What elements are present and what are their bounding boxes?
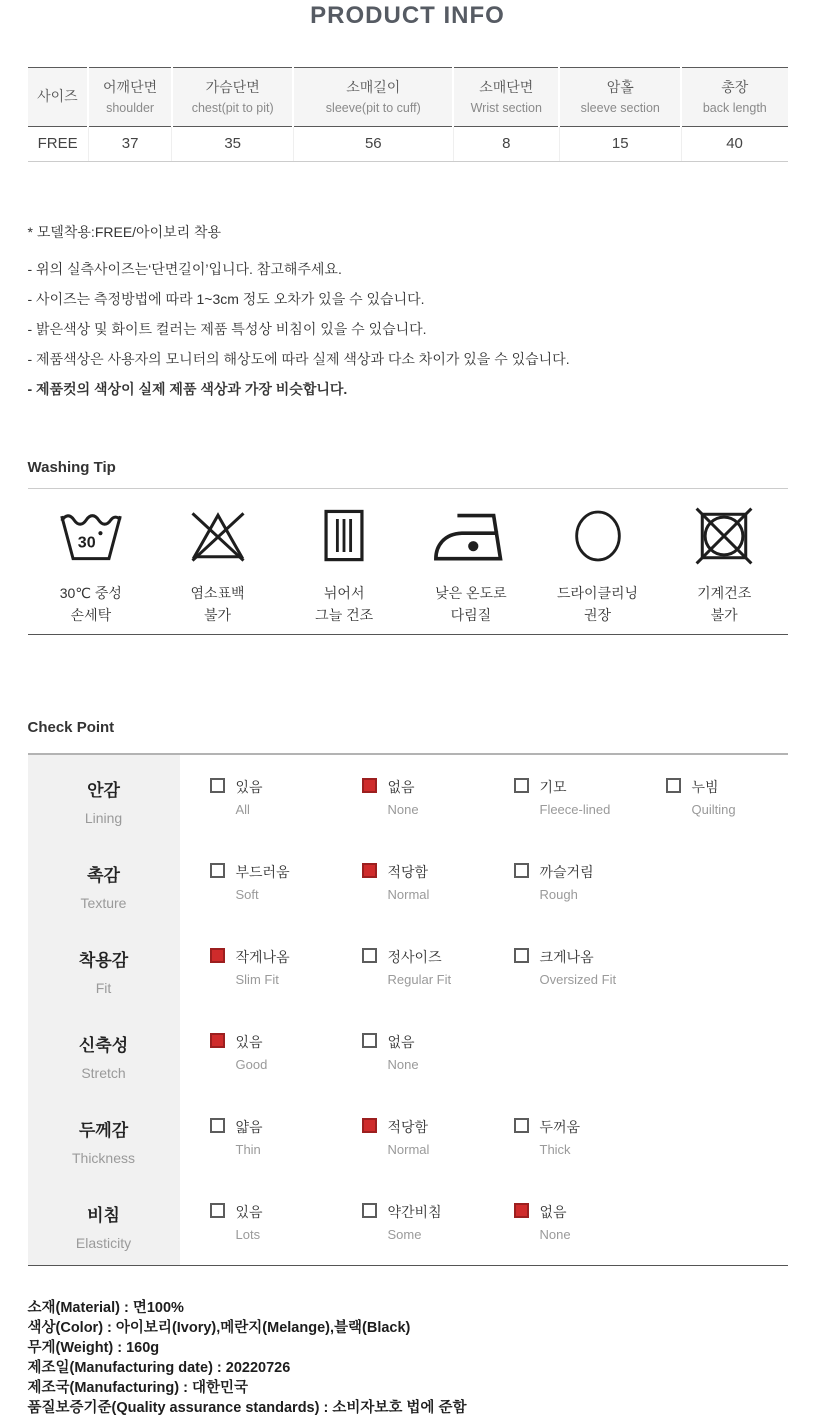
no-bleach-icon [154,502,281,570]
row-options [180,755,815,840]
detail-weight: 무게(Weight) : 160g [28,1338,788,1358]
checkbox-icon [362,778,377,793]
product-info-page [8,2,808,1408]
washing-icons-row [28,489,788,635]
checkbox-icon [514,948,529,963]
washing-item-dry-clean [534,502,661,626]
washing-label: 드라이클리닝 권장 [534,582,661,626]
size-table-header-sleeve-length: 소매길이 sleeve(pit to cuff) [293,68,453,127]
checkpoint-row-fit [28,925,788,1010]
size-value-free: FREE [28,127,89,162]
checkbox-icon [362,1203,377,1218]
washing-label: 낮은 온도로 다림질 [408,582,535,626]
check-point-title: Check Point [28,719,788,753]
option-stretch-none: 없음 None [362,1032,514,1095]
size-table [28,67,788,162]
checkpoint-row-sheerness [28,1180,788,1265]
option-sheer-some: 약간비침 Some [362,1202,514,1265]
option-lining-fleece: 기모 Fleece-lined [514,777,666,840]
checkbox-icon [666,778,681,793]
detail-manufacture-country: 제조국(Manufacturing) : 대한민국 [28,1378,788,1398]
washing-item-no-tumble [661,502,788,626]
size-table-data-row [28,127,788,162]
size-value-chest: 35 [172,127,294,162]
row-options [180,1180,788,1265]
detail-color: 색상(Color) : 아이보리(Ivory),메란지(Melange),블랙(Black) [28,1318,788,1338]
option-sheer-none: 없음 None [514,1202,666,1265]
checkbox-icon [362,1033,377,1048]
notes-section [28,225,788,397]
checkbox-icon [210,863,225,878]
row-options [180,925,788,1010]
option-lining-quilting: 누빔 Quilting [666,777,815,840]
size-table-header-chest: 가슴단면 chest(pit to pit) [172,68,294,127]
handwash-30-icon [28,502,155,570]
size-table-header-back-length: 총장 back length [681,68,787,127]
option-stretch-good: 있음 Good [210,1032,362,1095]
row-header: 두께감 Thickness [28,1095,180,1180]
size-table-header-row [28,68,788,127]
checkpoint-row-texture [28,840,788,925]
checkbox-icon [210,778,225,793]
size-value-sleeve-length: 56 [293,127,453,162]
row-header: 착용감 Fit [28,925,180,1010]
option-fit-regular: 정사이즈 Regular Fit [362,947,514,1010]
washing-item-dry-shade [281,502,408,626]
option-texture-normal: 적당함 Normal [362,862,514,925]
washing-label: 30℃ 중성 손세탁 [28,582,155,626]
row-header: 신축성 Stretch [28,1010,180,1095]
checkpoint-row-thickness [28,1095,788,1180]
option-thickness-thick: 두꺼움 Thick [514,1117,666,1180]
washing-item-no-bleach [154,502,281,626]
size-value-armhole: 15 [559,127,681,162]
checkbox-icon [210,1033,225,1048]
checkbox-icon [362,948,377,963]
check-point-table [28,753,788,1266]
size-table-header-size: 사이즈 [28,68,89,127]
checkbox-icon [514,1203,529,1218]
iron-low-icon [408,502,535,570]
option-fit-oversized: 크게나옴 Oversized Fit [514,947,666,1010]
checkbox-icon [362,1118,377,1133]
washing-item-iron [408,502,535,626]
checkbox-icon [514,778,529,793]
option-lining-all: 있음 All [210,777,362,840]
row-options [180,1095,788,1180]
no-tumble-dry-icon [661,502,788,570]
size-table-header-wrist: 소매단면 Wrist section [453,68,559,127]
washing-item-handwash [28,502,155,626]
option-texture-rough: 까슬거림 Rough [514,862,666,925]
option-lining-none: 없음 None [362,777,514,840]
detail-manufacture-date: 제조일(Manufacturing date) : 20220726 [28,1358,788,1378]
checkbox-icon [210,948,225,963]
row-header: 안감 Lining [28,755,180,840]
dry-clean-icon [534,502,661,570]
checkbox-icon [210,1118,225,1133]
size-value-back-length: 40 [681,127,787,162]
row-header: 촉감 Texture [28,840,180,925]
option-thickness-normal: 적당함 Normal [362,1117,514,1180]
detail-material: 소재(Material) : 면100% [28,1298,788,1318]
size-value-wrist: 8 [453,127,559,162]
option-sheer-lots: 있음 Lots [210,1202,362,1265]
checkpoint-row-lining [28,755,788,840]
detail-quality-standard: 품질보증기준(Quality assurance standards) : 소비자보호 법에 준함 [28,1398,788,1418]
note-model-fit: * 모델착용:FREE/아이보리 착용 [28,225,788,240]
size-value-shoulder: 37 [88,127,172,162]
washing-label: 염소표백 불가 [154,582,281,626]
svg-text:30: 30 [78,533,96,551]
checkpoint-row-stretch [28,1010,788,1095]
checkbox-icon [514,1118,529,1133]
note-product-cut: - 제품컷의 색상이 실제 제품 색상과 가장 비슷합니다. [28,382,788,397]
option-texture-soft: 부드러움 Soft [210,862,362,925]
product-details-section [28,1298,788,1418]
size-table-header-shoulder: 어깨단면 shoulder [88,68,172,127]
row-options [180,840,788,925]
note-tolerance: - 사이즈는 측정방법에 따라 1~3cm 정도 오차가 있을 수 있습니다. [28,292,788,307]
washing-label: 뉘어서 그늘 건조 [281,582,408,626]
checkbox-icon [210,1203,225,1218]
washing-label: 기계건조 불가 [661,582,788,626]
checkbox-icon [514,863,529,878]
option-thickness-thin: 얇음 Thin [210,1117,362,1180]
size-table-header-armhole: 암홀 sleeve section [559,68,681,127]
dry-in-shade-icon [281,502,408,570]
row-options [180,1010,788,1095]
note-sheerness: - 밝은색상 및 화이트 컬러는 제품 특성상 비침이 있을 수 있습니다. [28,322,788,337]
page-title: PRODUCT INFO [28,2,788,30]
checkbox-icon [362,863,377,878]
washing-tip-title: Washing Tip [28,459,788,489]
row-header: 비침 Elasticity [28,1180,180,1265]
option-fit-slim: 작게나옴 Slim Fit [210,947,362,1010]
note-monitor-color: - 제품색상은 사용자의 모니터의 해상도에 따라 실제 색상과 다소 차이가 있을 수 있습니다. [28,352,788,367]
page-content [8,2,808,1418]
note-measure: - 위의 실측사이즈는‘단면길이’입니다. 참고해주세요. [28,262,788,277]
